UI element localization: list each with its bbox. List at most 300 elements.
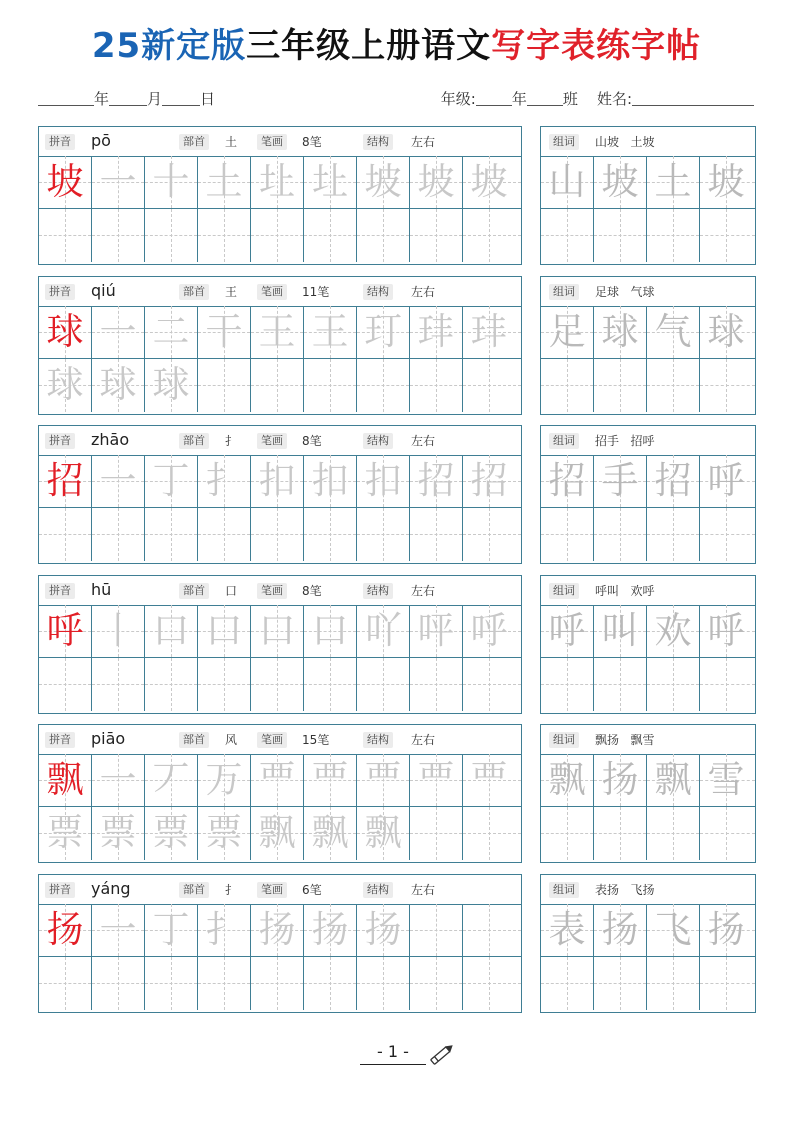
stroke-order-char: 球 <box>99 363 137 406</box>
grid-cell[interactable] <box>92 209 145 262</box>
grid-cell[interactable] <box>198 754 251 807</box>
grid-cell[interactable] <box>541 306 594 359</box>
grid-cell[interactable] <box>39 605 92 658</box>
words-value: 呼叫 欢呼 <box>595 584 655 598</box>
words-block <box>540 126 756 265</box>
grid-cell[interactable] <box>410 508 463 561</box>
grid-cell[interactable] <box>700 209 755 262</box>
stroke-order-char: 口 <box>258 609 296 652</box>
page-footer <box>360 1040 480 1070</box>
grid-cell[interactable] <box>92 904 145 957</box>
grid-cell[interactable] <box>198 455 251 508</box>
grid-cell[interactable] <box>304 904 357 957</box>
structure-tag: 结构 <box>363 882 393 898</box>
grid-cell[interactable] <box>198 658 251 711</box>
grid-cell[interactable] <box>463 605 521 658</box>
stroke-order-char: 飘 <box>311 811 349 854</box>
grid-cell[interactable] <box>410 957 463 1010</box>
grid-cell[interactable] <box>647 807 700 860</box>
word-trace-char: 表 <box>548 908 586 951</box>
radical-value: 扌 <box>225 883 238 897</box>
pinyin-value: piāo <box>91 729 126 748</box>
grid-cell[interactable] <box>39 957 92 1010</box>
word-trace-char: 山 <box>548 160 586 203</box>
grid-cell[interactable] <box>251 508 304 561</box>
grid-cell[interactable] <box>304 306 357 359</box>
words-value: 表扬 飞扬 <box>595 883 655 897</box>
char-info-header <box>39 127 521 157</box>
grid-cell[interactable] <box>647 359 700 412</box>
grid-cell[interactable] <box>145 605 198 658</box>
grid-cell[interactable] <box>700 605 755 658</box>
stroke-order-char: 口 <box>152 609 190 652</box>
main-char: 球 <box>46 310 84 353</box>
stroke-order-char: 扬 <box>364 908 402 951</box>
word-trace-char: 欢 <box>654 609 692 652</box>
words-tag: 组词 <box>549 882 579 898</box>
grid-cell[interactable] <box>39 209 92 262</box>
grid-cell[interactable] <box>541 605 594 658</box>
writing-block <box>38 724 522 863</box>
grid-cell[interactable] <box>594 209 647 262</box>
pinyin-value: yáng <box>91 879 131 898</box>
grid-cell[interactable] <box>463 508 521 561</box>
radical-tag: 部首 <box>179 882 209 898</box>
stroke-order-char: 扣 <box>311 459 349 502</box>
strokes-tag: 笔画 <box>257 882 287 898</box>
grid-cell[interactable] <box>541 359 594 412</box>
grid-cell[interactable] <box>357 306 410 359</box>
stroke-order-char: 口 <box>311 609 349 652</box>
words-value: 山坡 土坡 <box>595 135 655 149</box>
main-char: 坡 <box>46 160 84 203</box>
radical-value: 土 <box>225 135 238 149</box>
strokes-value: 6笔 <box>302 883 322 897</box>
grid-cell[interactable] <box>251 455 304 508</box>
word-trace-char: 飘 <box>654 758 692 801</box>
grid-cell[interactable] <box>39 807 92 860</box>
char-info-header <box>39 277 521 307</box>
stroke-order-char: 万 <box>205 758 243 801</box>
day-label: 日 <box>200 90 216 108</box>
grid-cell[interactable] <box>251 359 304 412</box>
grid-cell[interactable] <box>410 359 463 412</box>
stroke-order-char: 呼 <box>470 609 508 652</box>
grid-cell[interactable] <box>198 359 251 412</box>
grid-cell[interactable] <box>700 658 755 711</box>
words-block <box>540 425 756 564</box>
grid-cell[interactable] <box>92 807 145 860</box>
stroke-order-char: 干 <box>205 310 243 353</box>
grid-cell[interactable] <box>39 508 92 561</box>
main-char: 扬 <box>46 908 84 951</box>
word-trace-char: 气 <box>654 310 692 353</box>
grid-cell[interactable] <box>541 156 594 209</box>
grid-cell[interactable] <box>357 904 410 957</box>
stroke-order-char: 球 <box>152 363 190 406</box>
student-fields <box>441 88 754 109</box>
grid-cell[interactable] <box>251 754 304 807</box>
stroke-order-char: 扬 <box>311 908 349 951</box>
word-trace-char: 扬 <box>601 758 639 801</box>
grid-cell[interactable] <box>92 359 145 412</box>
grid-cell[interactable] <box>594 359 647 412</box>
grid-cell[interactable] <box>410 209 463 262</box>
grid-cell[interactable] <box>145 658 198 711</box>
grid-cell[interactable] <box>145 508 198 561</box>
grid-cell[interactable] <box>198 209 251 262</box>
radical-tag: 部首 <box>179 284 209 300</box>
grid-cell[interactable] <box>647 658 700 711</box>
structure-tag: 结构 <box>363 732 393 748</box>
words-header <box>541 875 755 905</box>
grid-cell[interactable] <box>541 209 594 262</box>
grid-cell[interactable] <box>647 508 700 561</box>
grid-cell[interactable] <box>594 306 647 359</box>
words-block <box>540 276 756 415</box>
structure-tag: 结构 <box>363 284 393 300</box>
words-tag: 组词 <box>549 433 579 449</box>
words-value: 招手 招呼 <box>595 434 655 448</box>
grid-cell[interactable] <box>463 156 521 209</box>
grid-cell[interactable] <box>594 156 647 209</box>
grid-cell[interactable] <box>39 455 92 508</box>
grid-cell[interactable] <box>463 957 521 1010</box>
words-value: 足球 气球 <box>595 285 655 299</box>
pinyin-tag: 拼音 <box>45 134 75 150</box>
grid-cell[interactable] <box>39 359 92 412</box>
pinyin-tag: 拼音 <box>45 882 75 898</box>
grid-cell[interactable] <box>39 904 92 957</box>
grid-cell[interactable] <box>647 209 700 262</box>
grid-cell[interactable] <box>304 209 357 262</box>
radical-value: 扌 <box>225 434 238 448</box>
grid-cell[interactable] <box>92 156 145 209</box>
stroke-order-char: 票 <box>46 811 84 854</box>
stroke-order-char: 口 <box>205 609 243 652</box>
grid-cell[interactable] <box>145 957 198 1010</box>
grid-cell[interactable] <box>541 904 594 957</box>
grid-cell[interactable] <box>463 306 521 359</box>
grid-cell[interactable] <box>357 605 410 658</box>
strokes-tag: 笔画 <box>257 433 287 449</box>
grid-cell[interactable] <box>357 658 410 711</box>
grid-cell[interactable] <box>410 156 463 209</box>
grid-cell[interactable] <box>594 904 647 957</box>
grid-cell[interactable] <box>594 754 647 807</box>
stroke-order-char: 玤 <box>470 310 508 353</box>
writing-block <box>38 276 522 415</box>
grid-cell[interactable] <box>304 754 357 807</box>
stroke-order-char: 一 <box>99 459 137 502</box>
grid-cell[interactable] <box>463 904 521 957</box>
stroke-order-char: 一 <box>99 310 137 353</box>
grid-cell[interactable] <box>304 957 357 1010</box>
stroke-order-char: 扌 <box>205 908 243 951</box>
words-tag: 组词 <box>549 284 579 300</box>
grid-cell[interactable] <box>357 209 410 262</box>
grid-cell[interactable] <box>198 156 251 209</box>
grid-cell[interactable] <box>198 904 251 957</box>
grid-cell[interactable] <box>357 957 410 1010</box>
stroke-order-char: 票 <box>152 811 190 854</box>
grid-cell[interactable] <box>410 455 463 508</box>
pinyin-value: qiú <box>91 281 116 300</box>
grid-cell[interactable] <box>39 658 92 711</box>
grid-cell[interactable] <box>541 754 594 807</box>
grid-cell[interactable] <box>594 605 647 658</box>
structure-value: 左右 <box>411 285 436 299</box>
page-title <box>0 18 793 74</box>
grid-cell[interactable] <box>700 455 755 508</box>
writing-block <box>38 874 522 1013</box>
grid-cell[interactable] <box>145 156 198 209</box>
grid-cell[interactable] <box>463 807 521 860</box>
grid-cell[interactable] <box>700 156 755 209</box>
words-block <box>540 724 756 863</box>
word-trace-char: 呼 <box>707 459 745 502</box>
stroke-order-char: 覀 <box>470 758 508 801</box>
grid-cell[interactable] <box>198 306 251 359</box>
stroke-order-char: 票 <box>99 811 137 854</box>
grid-cell[interactable] <box>198 957 251 1010</box>
grid-cell[interactable] <box>594 957 647 1010</box>
word-trace-char: 招 <box>548 459 586 502</box>
grid-cell[interactable] <box>541 658 594 711</box>
word-trace-char: 招 <box>654 459 692 502</box>
grid-cell[interactable] <box>410 658 463 711</box>
grid-cell[interactable] <box>541 807 594 860</box>
grid-cell[interactable] <box>304 658 357 711</box>
grid-cell[interactable] <box>463 359 521 412</box>
grid-cell[interactable] <box>357 754 410 807</box>
word-trace-char: 球 <box>601 310 639 353</box>
strokes-tag: 笔画 <box>257 732 287 748</box>
word-trace-char: 扬 <box>707 908 745 951</box>
words-block <box>540 575 756 714</box>
grid-cell[interactable] <box>357 156 410 209</box>
grid-cell[interactable] <box>594 508 647 561</box>
grid-cell[interactable] <box>700 957 755 1010</box>
grade-blank[interactable] <box>476 89 512 106</box>
pen-icon <box>426 1042 456 1068</box>
grid-cell[interactable] <box>92 605 145 658</box>
words-header <box>541 725 755 755</box>
grid-cell[interactable] <box>145 904 198 957</box>
word-trace-char: 呼 <box>548 609 586 652</box>
grid-cell[interactable] <box>357 359 410 412</box>
stroke-order-char: 丁 <box>152 908 190 951</box>
grid-cell[interactable] <box>647 957 700 1010</box>
grid-cell[interactable] <box>357 508 410 561</box>
structure-value: 左右 <box>411 733 436 747</box>
words-header <box>541 576 755 606</box>
grid-cell[interactable] <box>410 754 463 807</box>
strokes-tag: 笔画 <box>257 583 287 599</box>
stroke-order-char: 王 <box>258 310 296 353</box>
structure-value: 左右 <box>411 434 436 448</box>
stroke-order-char: 飘 <box>364 811 402 854</box>
grid-cell[interactable] <box>251 306 304 359</box>
words-header <box>541 426 755 456</box>
structure-value: 左右 <box>411 883 436 897</box>
words-tag: 组词 <box>549 134 579 150</box>
grid-cell[interactable] <box>198 508 251 561</box>
grid-cell[interactable] <box>39 156 92 209</box>
grid-cell[interactable] <box>700 359 755 412</box>
grid-cell[interactable] <box>357 807 410 860</box>
grid-cell[interactable] <box>410 306 463 359</box>
grid-cell[interactable] <box>700 306 755 359</box>
grid-cell[interactable] <box>304 359 357 412</box>
grid-cell[interactable] <box>700 508 755 561</box>
stroke-order-char: 覀 <box>311 758 349 801</box>
page-number: - 1 - <box>360 1040 426 1065</box>
writing-block <box>38 425 522 564</box>
grid-cell[interactable] <box>410 605 463 658</box>
structure-tag: 结构 <box>363 134 393 150</box>
grid-cell[interactable] <box>463 209 521 262</box>
stroke-order-char: 覀 <box>258 758 296 801</box>
month-blank[interactable] <box>109 89 147 106</box>
stroke-order-char: 丨 <box>99 609 137 652</box>
radical-value: 风 <box>225 733 238 747</box>
grid-cell[interactable] <box>92 508 145 561</box>
stroke-order-char: 吖 <box>364 609 402 652</box>
structure-value: 左右 <box>411 135 436 149</box>
grid-cell[interactable] <box>92 306 145 359</box>
name-label: 姓名: <box>596 90 632 108</box>
stroke-order-char: 玤 <box>417 310 455 353</box>
word-trace-char: 土 <box>654 160 692 203</box>
grid-cell[interactable] <box>700 807 755 860</box>
pinyin-value: zhāo <box>91 430 130 449</box>
grid-cell[interactable] <box>92 754 145 807</box>
word-trace-char: 球 <box>707 310 745 353</box>
grid-cell[interactable] <box>304 455 357 508</box>
grid-cell[interactable] <box>145 306 198 359</box>
grid-cell[interactable] <box>647 754 700 807</box>
grid-cell[interactable] <box>357 455 410 508</box>
grid-cell[interactable] <box>647 455 700 508</box>
words-header <box>541 127 755 157</box>
grid-cell[interactable] <box>304 807 357 860</box>
day-blank[interactable] <box>162 89 200 106</box>
main-char: 招 <box>46 459 84 502</box>
word-trace-char: 足 <box>548 310 586 353</box>
grid-cell[interactable] <box>251 605 304 658</box>
char-info-header <box>39 725 521 755</box>
grid-cell[interactable] <box>410 904 463 957</box>
grid-cell[interactable] <box>541 957 594 1010</box>
radical-tag: 部首 <box>179 583 209 599</box>
grid-cell[interactable] <box>541 455 594 508</box>
grid-cell[interactable] <box>92 658 145 711</box>
stroke-order-char: 二 <box>152 310 190 353</box>
year-label: 年 <box>94 90 110 108</box>
grid-cell[interactable] <box>198 605 251 658</box>
stroke-order-char: 圵 <box>258 160 296 203</box>
words-tag: 组词 <box>549 732 579 748</box>
grid-cell[interactable] <box>145 754 198 807</box>
radical-tag: 部首 <box>179 732 209 748</box>
grid-cell[interactable] <box>251 807 304 860</box>
year-blank[interactable] <box>38 89 94 106</box>
grid-cell[interactable] <box>304 156 357 209</box>
grid-cell[interactable] <box>463 455 521 508</box>
grid-cell[interactable] <box>594 658 647 711</box>
char-info-header <box>39 875 521 905</box>
grid-cell[interactable] <box>647 904 700 957</box>
title-part-edition: 25新定版 <box>91 26 247 66</box>
grade-label: 年级: <box>440 90 476 108</box>
pinyin-tag: 拼音 <box>45 284 75 300</box>
grid-cell[interactable] <box>594 455 647 508</box>
word-trace-char: 手 <box>601 459 639 502</box>
info-line <box>38 88 754 114</box>
grid-cell[interactable] <box>541 508 594 561</box>
grid-cell[interactable] <box>39 306 92 359</box>
stroke-order-char: 扣 <box>258 459 296 502</box>
grid-cell[interactable] <box>700 904 755 957</box>
grid-cell[interactable] <box>463 754 521 807</box>
grid-cell[interactable] <box>92 455 145 508</box>
grid-cell[interactable] <box>198 807 251 860</box>
grid-cell[interactable] <box>39 754 92 807</box>
class-blank[interactable] <box>527 89 563 106</box>
grid-cell[interactable] <box>251 658 304 711</box>
grid-cell[interactable] <box>594 807 647 860</box>
grid-cell[interactable] <box>145 455 198 508</box>
grid-cell[interactable] <box>647 156 700 209</box>
radical-tag: 部首 <box>179 433 209 449</box>
stroke-order-char: 呯 <box>417 609 455 652</box>
structure-value: 左右 <box>411 584 436 598</box>
stroke-order-char: 王 <box>311 310 349 353</box>
pinyin-tag: 拼音 <box>45 433 75 449</box>
grid-cell[interactable] <box>647 306 700 359</box>
grid-cell[interactable] <box>647 605 700 658</box>
grid-cell[interactable] <box>145 807 198 860</box>
stroke-order-char: 招 <box>470 459 508 502</box>
strokes-value: 8笔 <box>302 434 322 448</box>
strokes-value: 15笔 <box>302 733 330 747</box>
name-blank[interactable] <box>632 89 754 106</box>
grid-cell[interactable] <box>304 508 357 561</box>
grid-cell[interactable] <box>145 359 198 412</box>
stroke-order-char: 坡 <box>364 160 402 203</box>
grid-cell[interactable] <box>251 904 304 957</box>
grid-cell[interactable] <box>251 957 304 1010</box>
stroke-order-char: 一 <box>99 160 137 203</box>
stroke-order-char: 飘 <box>258 811 296 854</box>
grid-cell[interactable] <box>251 209 304 262</box>
grid-cell[interactable] <box>410 807 463 860</box>
strokes-value: 8笔 <box>302 584 322 598</box>
grid-cell[interactable] <box>700 754 755 807</box>
grid-cell[interactable] <box>251 156 304 209</box>
date-fields <box>38 88 215 109</box>
stroke-order-char: 票 <box>205 811 243 854</box>
main-char: 飘 <box>46 758 84 801</box>
grid-cell[interactable] <box>92 957 145 1010</box>
char-info-header <box>39 576 521 606</box>
grid-cell[interactable] <box>463 658 521 711</box>
grid-cell[interactable] <box>145 209 198 262</box>
grid-cell[interactable] <box>304 605 357 658</box>
stroke-order-char: 丆 <box>152 758 190 801</box>
words-header <box>541 277 755 307</box>
